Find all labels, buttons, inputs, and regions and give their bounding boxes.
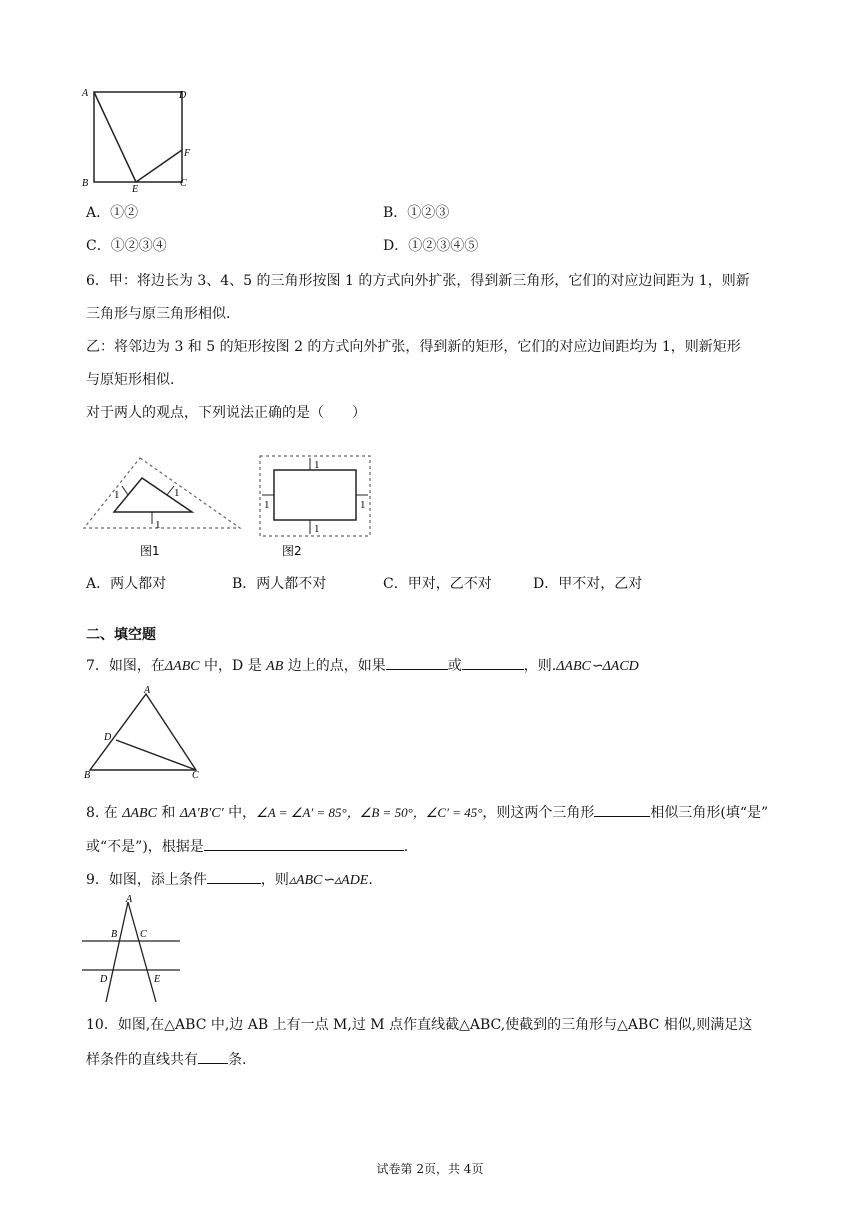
q10-line-1: 10．如图,在△ABC 中,边 AB 上有一点 M,过 M 点作直线截△ABC,使截到的三角形与△ABC 相似,则满足这	[86, 1017, 753, 1033]
q9-text: 9．如图，添上条件 ，则▵ABC∽▵ADE.	[86, 869, 373, 891]
fig1-label-1: 1	[114, 489, 120, 501]
label-B: B	[82, 178, 89, 189]
fig1-caption: 图1	[140, 544, 160, 558]
square-figure	[78, 84, 198, 194]
q6-option-a: A．两人都对	[86, 576, 167, 592]
label-C: C	[180, 178, 187, 189]
q6-line-4: 与原矩形相似.	[86, 372, 175, 388]
figure-2-rectangle-expansion	[256, 450, 376, 560]
q6-option-c: C．甲对，乙不对	[383, 576, 492, 592]
label-E: E	[132, 184, 139, 194]
page-footer: 试卷第 2页，共 4页	[376, 1162, 484, 1176]
q10-blank[interactable]	[198, 1049, 228, 1064]
fig2-label-bottom: 1	[314, 523, 320, 535]
q7-triangle-figure	[80, 684, 210, 780]
fig1-label-3: 1	[155, 519, 161, 531]
q9-label-D: D	[100, 974, 108, 985]
q7-label-B: B	[84, 770, 91, 780]
q7-label-C: C	[192, 770, 199, 780]
fig2-label-top: 1	[314, 459, 320, 471]
fig2-label-right: 1	[360, 499, 366, 511]
q9-label-B: B	[111, 929, 118, 940]
q5-option-a: A．①②	[86, 205, 139, 221]
figure-1-triangle-expansion	[80, 450, 245, 560]
q6-line-2: 三角形与原三角形相似.	[86, 306, 231, 322]
q6-option-d: D．甲不对，乙对	[533, 576, 643, 592]
q8-line-1: 8. 在 ΔABC 和 ΔA′B′C′ 中，∠A = ∠A′ = 85°，∠B = 50°，∠C′ = 45°，则这两个三角形 相似三角形(填“是”	[86, 802, 768, 824]
fig1-label-2: 1	[174, 487, 180, 499]
q6-option-b: B．两人都不对	[232, 576, 327, 592]
label-D: D	[179, 90, 187, 101]
q7-blank-2[interactable]	[462, 655, 524, 670]
q9-parallel-lines-figure	[80, 894, 184, 1006]
q7-blank-1[interactable]	[386, 655, 448, 670]
q9-label-C: C	[140, 929, 147, 940]
q8-blank-2[interactable]	[204, 836, 404, 851]
q7-text: 7．如图，在ΔABC 中，D 是 AB 边上的点，如果 或 ，则.ΔABC∽ΔACD	[86, 655, 639, 677]
q6-line-3: 乙：将邻边为 3 和 5 的矩形按图 2 的方式向外扩张，得到新的矩形，它们的对应边间距均为 1，则新矩形	[86, 339, 741, 355]
q7-label-D: D	[104, 732, 112, 743]
q8-line-2: 或“不是”)，根据是 .	[86, 836, 408, 857]
q7-label-A: A	[144, 685, 151, 696]
label-F: F	[184, 148, 191, 159]
section-2-title: 二、填空题	[86, 627, 156, 643]
q5-option-b: B．①②③	[383, 205, 450, 221]
q8-blank-1[interactable]	[594, 802, 650, 817]
q9-label-E: E	[154, 974, 161, 985]
fig2-label-left: 1	[264, 499, 270, 511]
q9-blank[interactable]	[207, 869, 261, 884]
q5-option-d: D．①②③④⑤	[383, 238, 479, 254]
label-A: A	[82, 88, 89, 99]
q9-label-A: A	[126, 894, 133, 905]
fig2-caption: 图2	[282, 544, 302, 558]
q10-line-2: 样条件的直线共有 条.	[86, 1049, 246, 1070]
q6-line-5: 对于两人的观点，下列说法正确的是（ ）	[86, 405, 366, 421]
q6-line-1: 6．甲：将边长为 3、4、5 的三角形按图 1 的方式向外扩张，得到新三角形，它们的对应边间距为 1，则新	[86, 273, 750, 289]
q5-option-c: C．①②③④	[86, 238, 167, 254]
